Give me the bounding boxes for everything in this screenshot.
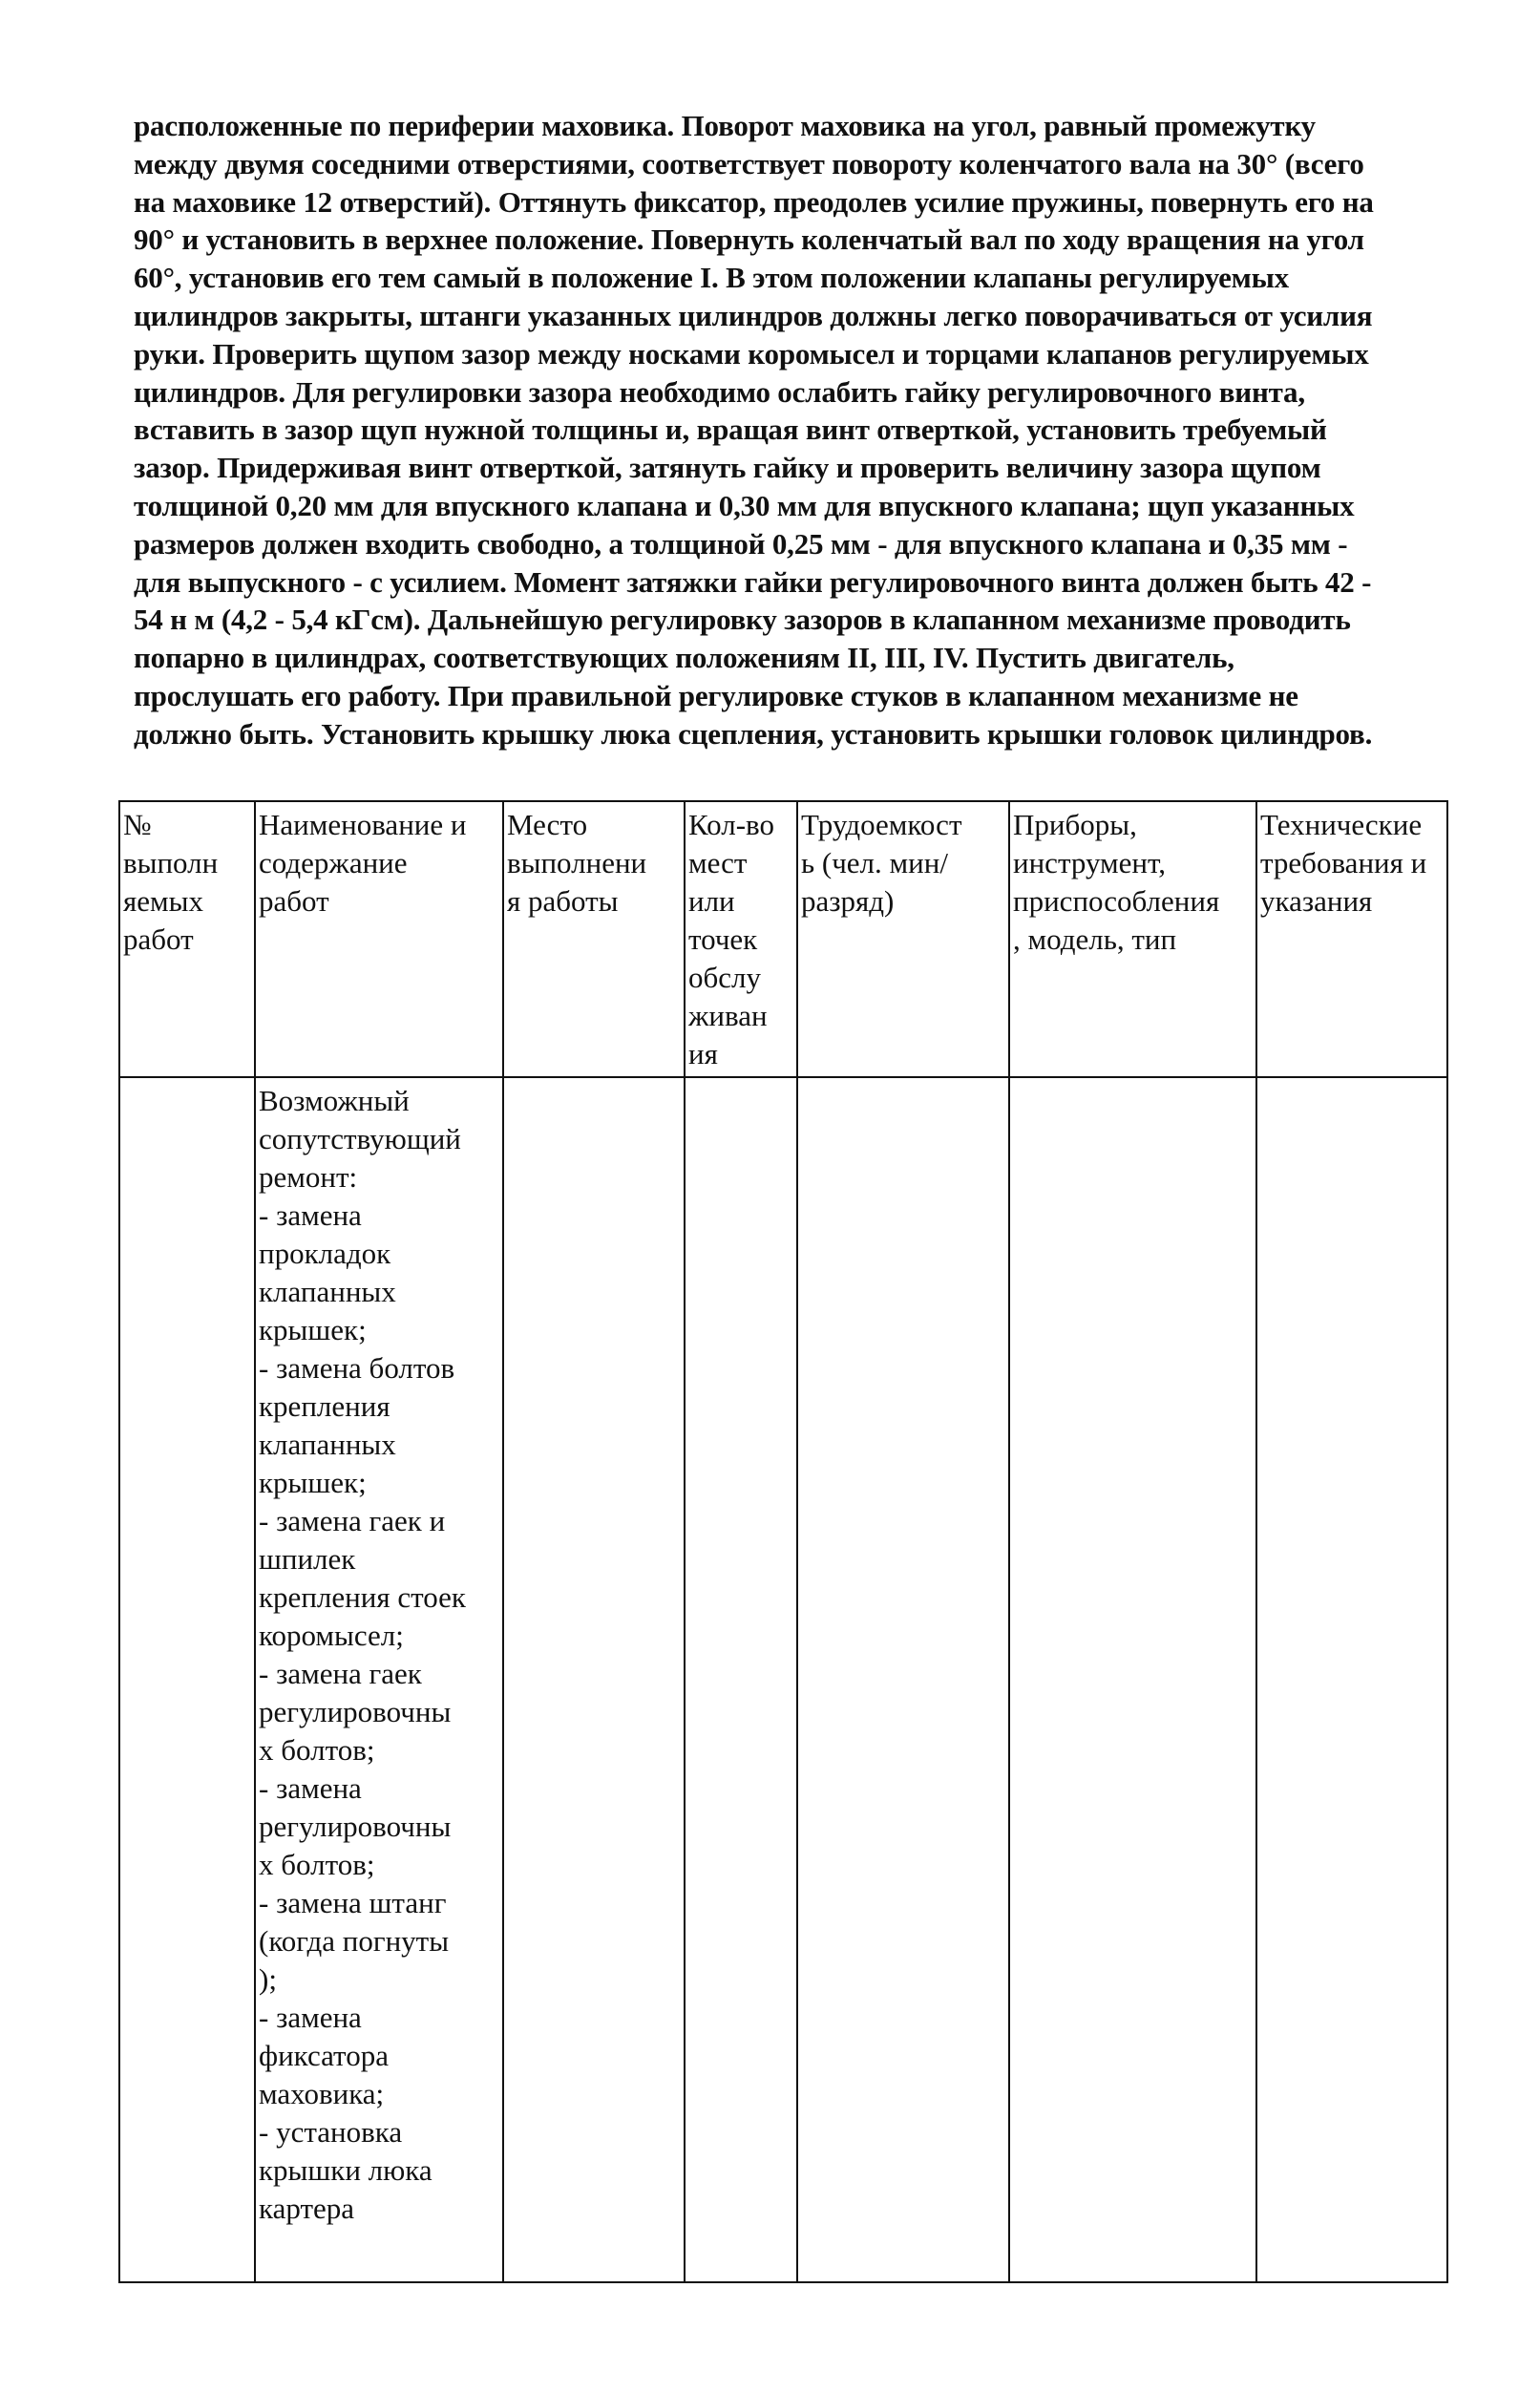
- cell-requirements: [1256, 1077, 1447, 2282]
- table-row: [119, 1077, 1447, 2282]
- header-work-place: Место выполнени я работы: [503, 801, 685, 1077]
- header-tools: Приборы, инструмент, приспособления , модель, тип: [1009, 801, 1256, 1077]
- works-table: [118, 800, 1448, 2283]
- cell-work-place: [503, 1077, 685, 2282]
- header-work-number: № выполн яемых работ: [119, 801, 255, 1077]
- header-requirements: Технические требования и указания: [1256, 801, 1447, 1077]
- table-header-row: [119, 801, 1447, 1077]
- header-labor-intensity: Трудоемкост ь (чел. мин/ разряд): [797, 801, 1009, 1077]
- cell-work-name: Возможный сопутствующий ремонт: - замена прокладок клапанных крышек; - замена болтов крепления клапанных крышек; - замена гаек и шпилек крепления стоек коромысел; - замена гаек регулировочны х болтов; - замена регулировочны х болтов; - замена штанг (когда погнуты ); - замена фиксатора маховика; - установка крышки люка картера: [255, 1077, 503, 2282]
- header-work-name: Наименование и содержание работ: [255, 801, 503, 1077]
- cell-points-count: [685, 1077, 797, 2282]
- cell-labor-intensity: [797, 1077, 1009, 2282]
- header-points-count: Кол-во мест или точек обслу живан ия: [685, 801, 797, 1077]
- cell-work-number: [119, 1077, 255, 2282]
- intro-paragraph: расположенные по периферии маховика. Поворот маховика на угол, равный промежутку между двумя соседними отверстиями, соответствует повороту коленчатого вала на 30° (всего на маховике 12 отверстий). Оттянуть фиксатор, преодолев усилие пружины, повернуть его на 90° и установить в верхнее положение. Повернуть коленчатый вал по ходу вращения на угол 60°, установив его тем самый в положение I. В этом положении клапаны регулируемых цилиндров закрыты, штанги указанных цилиндров должны легко поворачиваться от усилия руки. Проверить щупом зазор между носками коромысел и торцами клапанов регулируемых цилиндров. Для регулировки зазора необходимо ослабить гайку регулировочного винта, вставить в зазор щуп нужной толщины и, вращая винт отверткой, установить требуемый зазор. Придерживая винт отверткой, затянуть гайку и проверить величину зазора щупом толщиной 0,20 мм для впускного клапана и 0,30 мм для впускного клапана; щуп указанных размеров должен входить свободно, а толщиной 0,25 мм - для впускного клапана и 0,35 мм - для выпускного - с усилием. Момент затяжки гайки регулировочного винта должен быть 42 - 54 н м (4,2 - 5,4 кГсм). Дальнейшую регулировку зазоров в клапанном механизме проводить попарно в цилиндрах, соответствующих положениям II, III, IV. Пустить двигатель, прослушать его работу. При правильной регулировке стуков в клапанном механизме не должно быть. Установить крышку люка сцепления, установить крышки головок цилиндров.: [134, 109, 1374, 751]
- cell-tools: [1009, 1077, 1256, 2282]
